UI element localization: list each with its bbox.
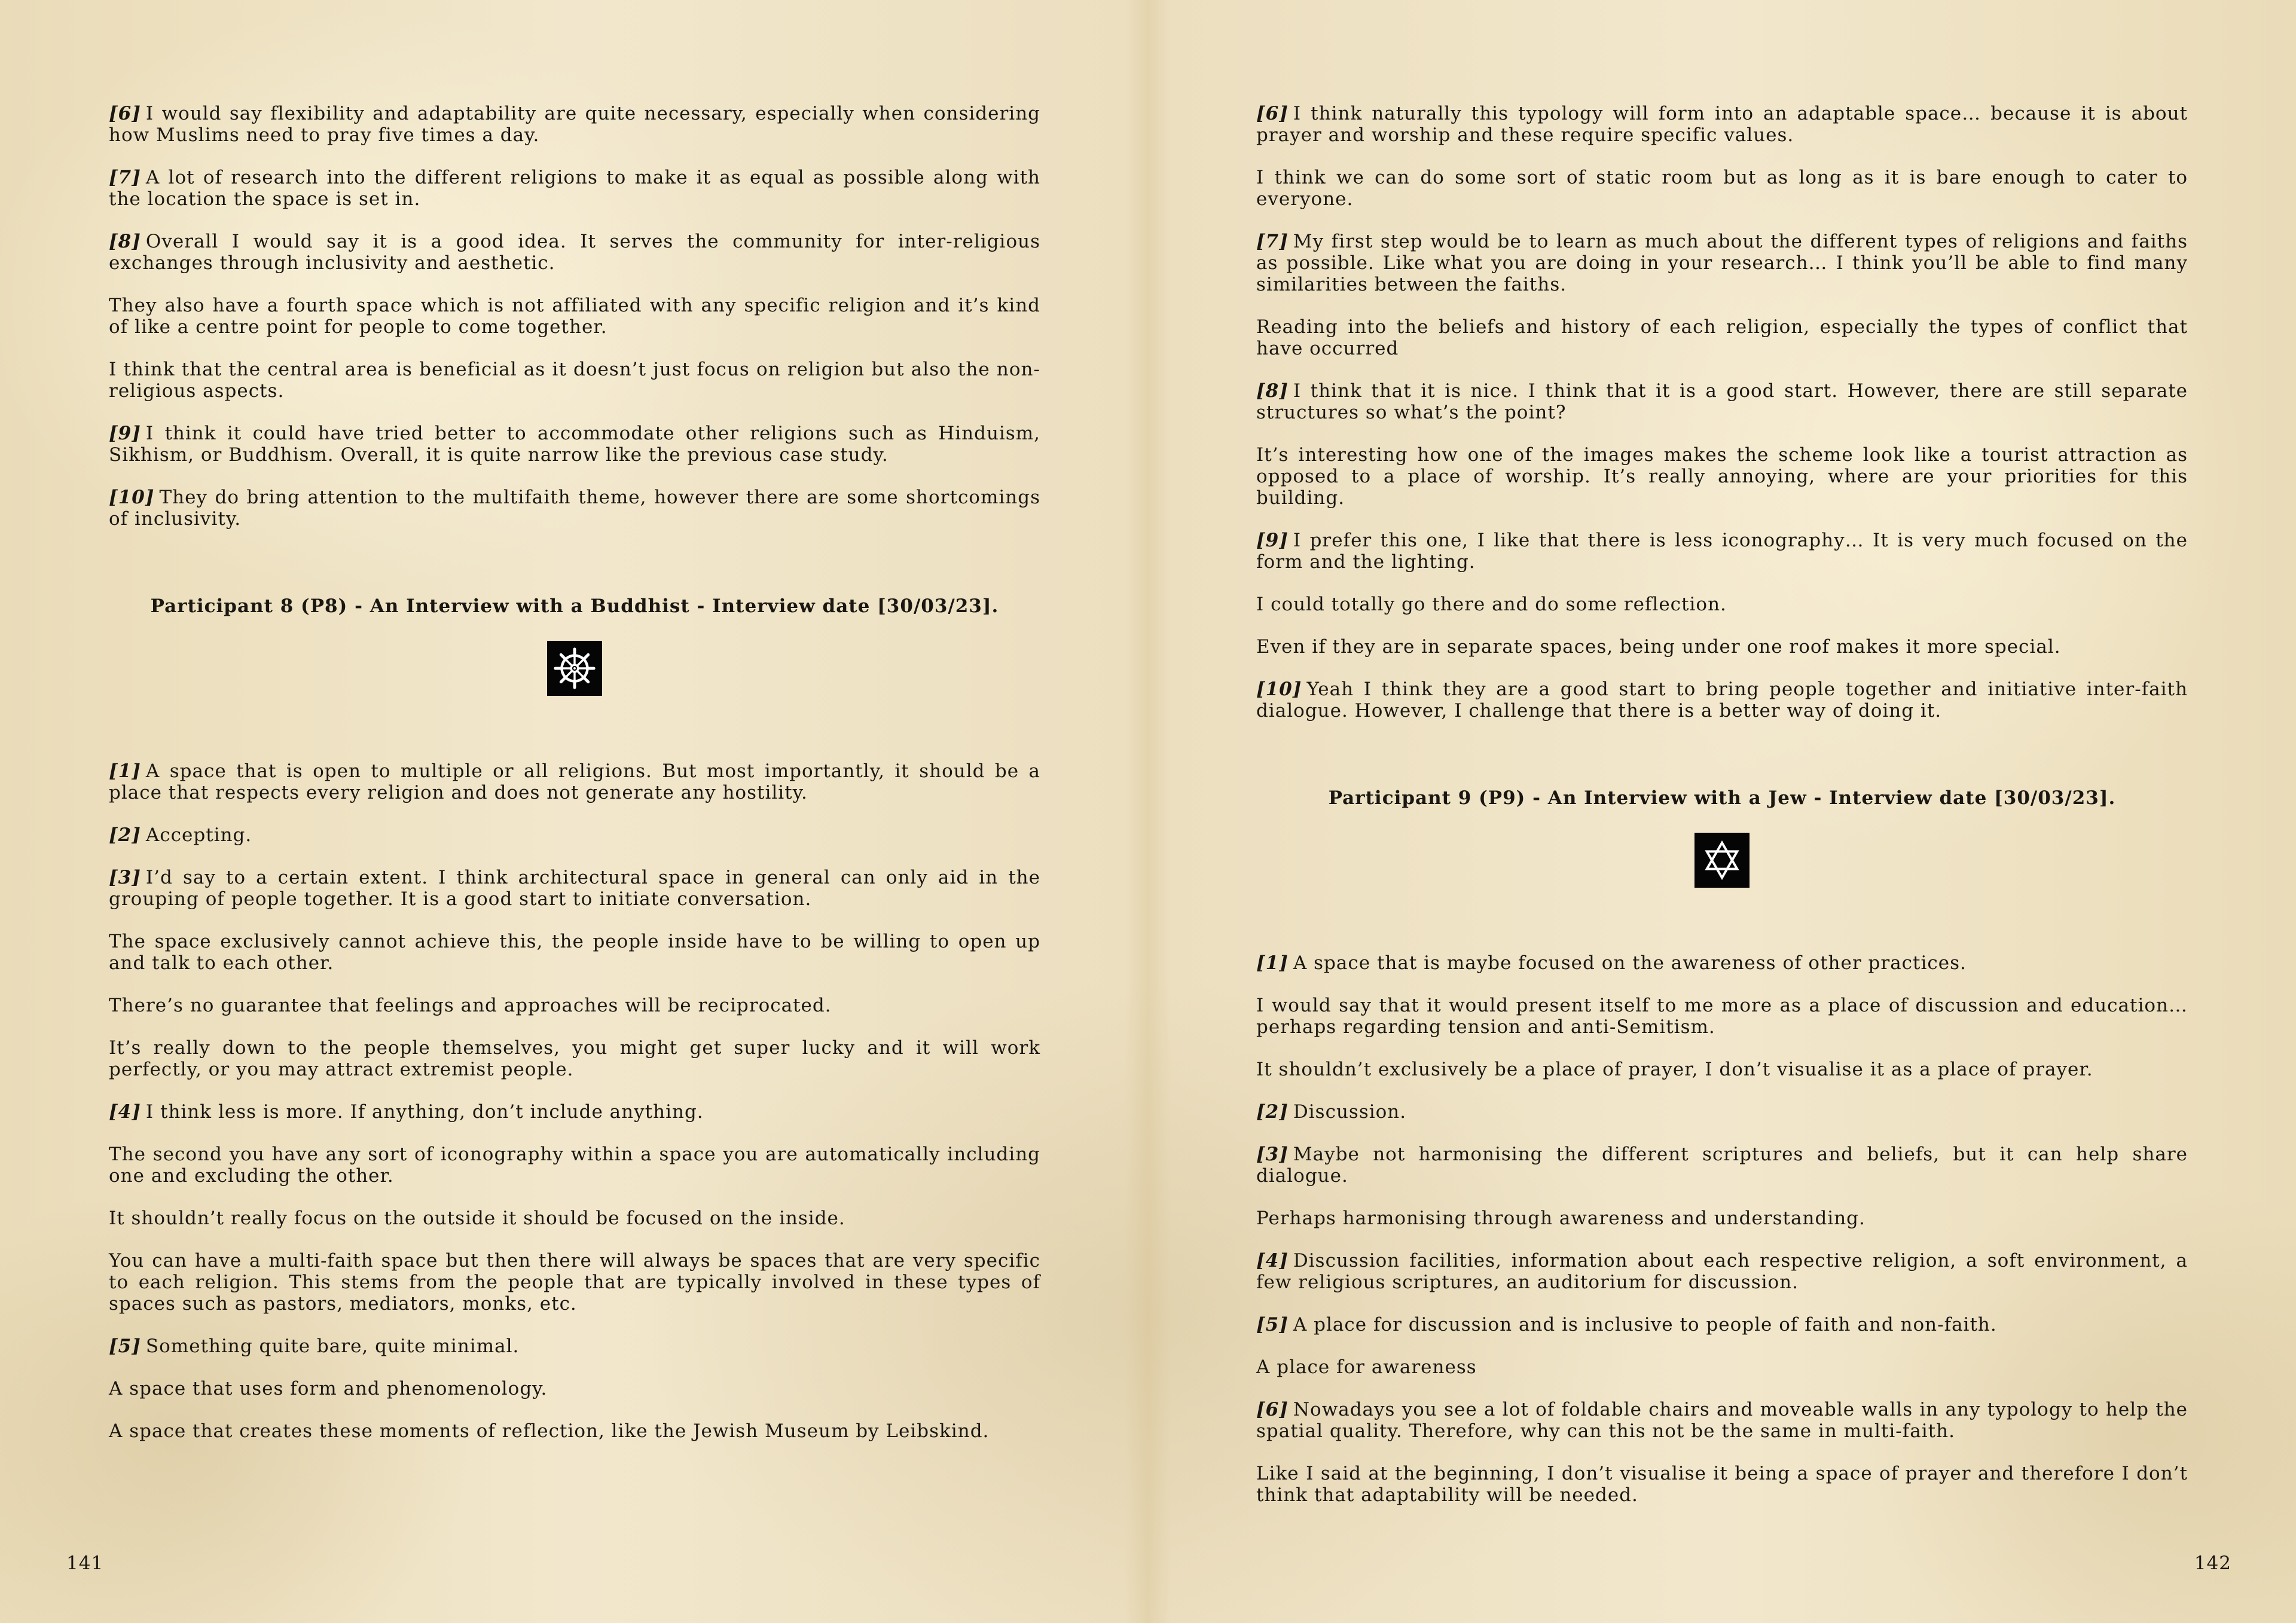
paragraph-text: A lot of research into the different religions to make it as equal as possible along with the location the space is set in. [109, 167, 1040, 210]
interview-paragraph [1256, 1314, 2188, 1335]
interview-paragraph [109, 295, 1040, 338]
interview-paragraph [109, 760, 1040, 803]
question-number: [5] [109, 1335, 141, 1357]
right-paragraphs-before [1256, 103, 2188, 722]
interview-paragraph [109, 1101, 1040, 1123]
interview-paragraph [109, 995, 1040, 1016]
interview-paragraph [109, 1420, 1040, 1442]
question-number: [7] [109, 167, 141, 188]
interview-paragraph [1256, 231, 2188, 295]
paragraph-text: They also have a fourth space which is not affiliated with any specific religion and it’s kind of like a centre point for people to come together. [109, 295, 1040, 338]
paragraph-text: I prefer this one, I like that there is less iconography… It is very much focused on the form and the lighting. [1256, 530, 2188, 573]
interview-paragraph [109, 1037, 1040, 1080]
participant-9-heading: Participant 9 (P9) - An Interview with a Jew - Interview date [30/03/23]. [1328, 787, 2116, 809]
question-number: [5] [1256, 1314, 1289, 1335]
paragraph-text: A place for awareness [1256, 1356, 1477, 1378]
question-number: [10] [1256, 678, 1302, 700]
interview-paragraph [1256, 1101, 2188, 1123]
question-number: [1] [109, 760, 141, 782]
paragraph-text: I think it could have tried better to accommodate other religions such as Hinduism, Sikhism, or Buddhism. Overall, it is quite narrow like the previous case study. [109, 423, 1040, 466]
paragraph-text: It shouldn’t really focus on the outside it should be focused on the inside. [109, 1208, 845, 1229]
interview-paragraph [1256, 1250, 2188, 1293]
paragraph-text: A space that is maybe focused on the awareness of other practices. [1293, 952, 1967, 974]
left-paragraphs-after [109, 760, 1040, 1442]
interview-paragraph [1256, 167, 2188, 210]
interview-paragraph [1256, 594, 2188, 615]
interview-paragraph [1256, 636, 2188, 658]
interview-paragraph [109, 824, 1040, 846]
interview-paragraph [109, 103, 1040, 146]
star-of-david-icon [1694, 833, 1750, 888]
interview-paragraph [1256, 1208, 2188, 1229]
interview-paragraph [1256, 678, 2188, 722]
paragraph-text: I think that it is nice. I think that it is a good start. However, there are still separate structures so what’s the point? [1256, 380, 2188, 423]
question-number: [8] [1256, 380, 1289, 402]
question-number: [9] [1256, 530, 1289, 551]
interview-paragraph [109, 359, 1040, 402]
paragraph-text: You can have a multi-faith space but then there will always be spaces that are very specific to each religion. This stems from the people that are typically involved in these types of spaces such as pastors, mediators, monks, etc. [109, 1250, 1040, 1315]
paragraph-text: My first step would be to learn as much about the different types of religions and faiths as possible. Like what you are doing in your research… I think you’ll be able to find many similarities between the faiths. [1256, 231, 2188, 295]
paragraph-text: Maybe not harmonising the different scriptures and beliefs, but it can help share dialogue. [1256, 1144, 2188, 1187]
question-number: [7] [1256, 231, 1289, 252]
left-text-column [109, 103, 1040, 1463]
interview-paragraph [1256, 380, 2188, 423]
paragraph-text: Even if they are in separate spaces, being under one roof makes it more special. [1256, 636, 2061, 658]
right-paragraphs-after [1256, 952, 2188, 1506]
question-number: [2] [1256, 1101, 1289, 1123]
paragraph-text: Like I said at the beginning, I don’t visualise it being a space of prayer and therefore I don’t think that adaptability will be needed. [1256, 1463, 2188, 1506]
question-number: [6] [1256, 1399, 1289, 1420]
interview-paragraph [1256, 1144, 2188, 1187]
interview-paragraph [1256, 444, 2188, 509]
paragraph-text: Discussion facilities, information about each respective religion, a soft environment, a few religious scriptures, an auditorium for discussion. [1256, 1250, 2188, 1293]
paragraph-text: There’s no guarantee that feelings and approaches will be reciprocated. [109, 995, 832, 1016]
paragraph-text: I would say that it would present itself to me more as a place of discussion and education… perhaps regarding tension and anti-Semitism. [1256, 995, 2188, 1038]
interview-paragraph [109, 931, 1040, 974]
paragraph-text: Discussion. [1293, 1101, 1407, 1123]
question-number: [9] [109, 423, 141, 444]
paragraph-text: Yeah I think they are a good start to bring people together and initiative inter-faith dialogue. However, I challenge that there is a better way of doing it. [1256, 678, 2188, 722]
interview-paragraph [1256, 530, 2188, 573]
interview-paragraph [1256, 1059, 2188, 1080]
paragraph-text: It’s interesting how one of the images makes the scheme look like a tourist attraction as opposed to a place of worship. It’s really annoying, where are your priorities for this building. [1256, 444, 2188, 509]
interview-paragraph [1256, 952, 2188, 974]
page-number-left: 141 [66, 1552, 104, 1574]
question-number: [4] [109, 1101, 141, 1123]
paragraph-text: It shouldn’t exclusively be a place of prayer, I don’t visualise it as a place of prayer. [1256, 1059, 2093, 1080]
interview-paragraph [109, 1208, 1040, 1229]
interview-paragraph [109, 1335, 1040, 1357]
right-text-column [1256, 103, 2188, 1527]
question-number: [6] [109, 103, 141, 124]
interview-paragraph [1256, 103, 2188, 146]
left-paragraphs-before [109, 103, 1040, 530]
paragraph-text: Overall I would say it is a good idea. It serves the community for inter-religious exchanges through inclusivity and aesthetic. [109, 231, 1040, 274]
paragraph-text: I think naturally this typology will form into an adaptable space… because it is about prayer and worship and these require specific values. [1256, 103, 2188, 146]
paragraph-text: It’s really down to the people themselves, you might get super lucky and it will work perfectly, or you may attract extremist people. [109, 1037, 1040, 1080]
paragraph-text: Perhaps harmonising through awareness and understanding. [1256, 1208, 1866, 1229]
question-number: [8] [109, 231, 141, 252]
interview-paragraph [109, 423, 1040, 466]
interview-paragraph [109, 1378, 1040, 1399]
paragraph-text: Accepting. [145, 824, 252, 846]
paragraph-text: A space that is open to multiple or all religions. But most importantly, it should be a place that respects every religion and does not generate any hostility. [109, 760, 1040, 803]
right-page [1148, 0, 2296, 1623]
paragraph-text: They do bring attention to the multifaith theme, however there are some shortcomings of inclusivity. [109, 487, 1040, 530]
interview-paragraph [109, 487, 1040, 530]
paragraph-text: A place for discussion and is inclusive to people of faith and non-faith. [1293, 1314, 1997, 1335]
question-number: [6] [1256, 103, 1289, 124]
question-number: [2] [109, 824, 141, 846]
paragraph-text: I would say flexibility and adaptability are quite necessary, especially when considering how Muslims need to pray five times a day. [109, 103, 1040, 146]
paragraph-text: Reading into the beliefs and history of each religion, especially the types of conflict that have occurred [1256, 316, 2188, 359]
question-number: [1] [1256, 952, 1289, 974]
question-number: [3] [109, 867, 141, 888]
paragraph-text: A space that uses form and phenomenology. [109, 1378, 548, 1399]
interview-paragraph [1256, 1463, 2188, 1506]
paragraph-text: I’d say to a certain extent. I think architectural space in general can only aid in the grouping of people together. It is a good start to initiate conversation. [109, 867, 1040, 910]
interview-paragraph [109, 867, 1040, 910]
interview-paragraph [109, 1144, 1040, 1187]
participant-8-heading: Participant 8 (P8) - An Interview with a Buddhist - Interview date [30/03/23]. [150, 595, 999, 617]
question-number: [4] [1256, 1250, 1289, 1271]
interview-paragraph [1256, 316, 2188, 359]
paragraph-text: I could totally go there and do some reflection. [1256, 594, 1727, 615]
interview-paragraph [109, 167, 1040, 210]
interview-paragraph [1256, 1356, 2188, 1378]
paragraph-text: A space that creates these moments of reflection, like the Jewish Museum by Leibskind. [109, 1420, 990, 1442]
paragraph-text: I think that the central area is beneficial as it doesn’t just focus on religion but also the non-religious aspects. [109, 359, 1040, 402]
page-number-right: 142 [2194, 1552, 2231, 1574]
paragraph-text: Nowadays you see a lot of foldable chairs and moveable walls in any typology to help the spatial quality. Therefore, why can this not be the same in multi-faith. [1256, 1399, 2188, 1442]
paragraph-text: The second you have any sort of iconography within a space you are automatically including one and excluding the other. [109, 1144, 1040, 1187]
paragraph-text: I think we can do some sort of static room but as long as it is bare enough to cater to everyone. [1256, 167, 2188, 210]
paragraph-text: Something quite bare, quite minimal. [145, 1335, 520, 1357]
question-number: [10] [109, 487, 155, 508]
interview-paragraph [109, 231, 1040, 274]
interview-paragraph [1256, 1399, 2188, 1442]
paragraph-text: I think less is more. If anything, don’t include anything. [145, 1101, 704, 1123]
dharma-wheel-icon [547, 641, 602, 696]
paragraph-text: The space exclusively cannot achieve this, the people inside have to be willing to open up and talk to each other. [109, 931, 1040, 974]
interview-paragraph [1256, 995, 2188, 1038]
interview-paragraph [109, 1250, 1040, 1315]
question-number: [3] [1256, 1144, 1289, 1165]
